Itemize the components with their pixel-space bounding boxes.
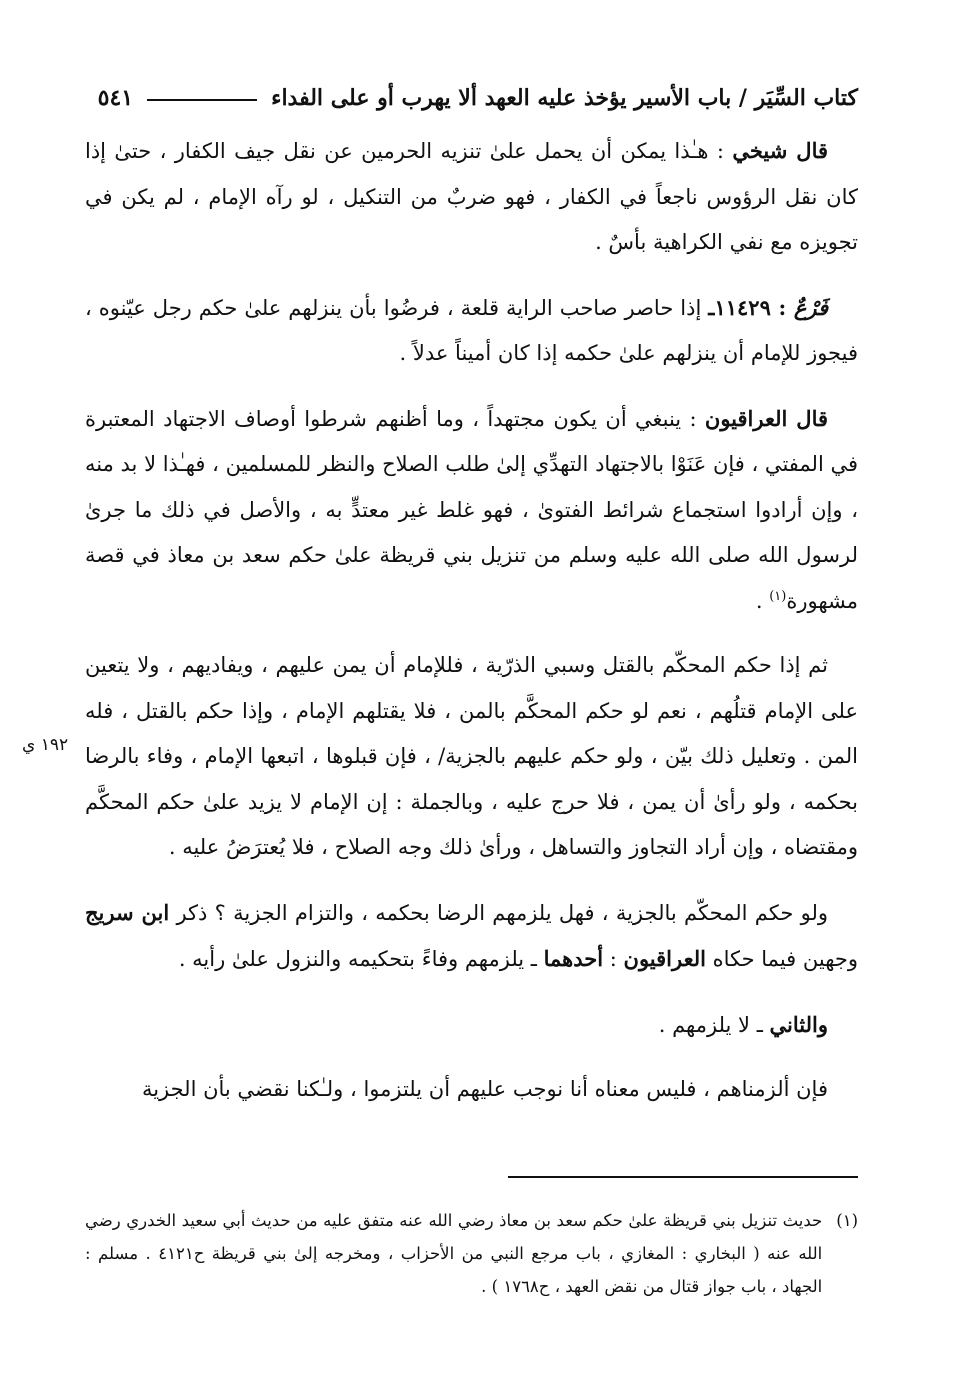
scholar-name: العراقيون (623, 946, 706, 971)
paragraph (85, 890, 858, 983)
paragraph-text: ـ لا يلزمهم . (658, 1012, 770, 1037)
paragraph (85, 285, 858, 377)
header-title: كتاب السِّيَر / باب الأسير يؤخذ عليه العهد ألا يهرب أو على الفداء (271, 85, 858, 111)
paragraph-text: : هـٰذا يمكن أن يحمل علىٰ تنزيه الحرمين عن نقل جيف الكفار ، حتىٰ إذا كان نقل الرؤوس ناجعاً في الكفار ، فهو ضربٌ من التنكيل ، لو رآه الإمام ، لم يكن في تجويزه مع نفي الكراهية بأسٌ . (85, 139, 858, 254)
main-text (85, 128, 858, 1132)
footnote-divider (508, 1176, 858, 1178)
footnote-marker: (١) (836, 1211, 858, 1230)
branch-label: فَرْعٌ (793, 294, 828, 320)
header-rule (147, 99, 257, 101)
footnote-text: حديث تنزيل بني قريظة علىٰ حكم سعد بن معاذ رضي الله عنه متفق عليه من حديث أبي سعيد الخدري رضي الله عنه ( البخاري : المغازي ، باب مرجع النبي من الأحزاب ، ومخرجه إلىٰ بني قريظة ح٤١٢١ . مسلم : الجهاد ، باب جواز قتال من نقض العهد ، ح١٧٦٨ ) . (85, 1211, 823, 1296)
scholar-name: ابن سريج (85, 899, 170, 925)
paragraph-text: إذا حاصر صاحب الراية قلعة ، فرضُوا بأن ينزلهم علىٰ حكم رجل عيّنوه ، فيجوز للإمام أن ينزلهم علىٰ حكمه إذا كان أميناً عدلاً . (85, 295, 858, 365)
running-header (95, 78, 858, 118)
speaker-label: قال العراقيون (704, 405, 829, 431)
paragraph (85, 1067, 858, 1113)
paragraph-text: ثم إذا حكم المحكّم بالقتل وسبي الذرّية ، فللإمام أن يمن عليهم ، ويفاديهم ، ولا يتعين على الإمام قتلُهم ، نعم لو حكم المحكَّم بالمن ، فلا يقتلهم الإمام ، وإذا حكم بالقتل ، فله المن . وتعليل ذلك بيّن ، ولو حكم عليهم بالجزية/ ، فإن قبلوها ، اتبعها الإمام ، وفاء بالرضا بحكمه ، ولو رأىٰ أن يمن ، فلا حرج عليه ، وبالجملة : إن الإمام لا يزيد علىٰ حكم المحكَّم ومقتضاه ، وإن أراد التجاوز والتساهل ، ورأىٰ ذلك وجه الصلاح ، فلا يُعترَضُ عليه . (85, 653, 858, 859)
paragraph-text: وجهين فيما حكاه (705, 947, 858, 971)
paragraph-text: : ينبغي أن يكون مجتهداً ، وما أظنهم شرطوا أوصاف الاجتهاد المعتبرة في المفتي ، فإن عَنَوْا بالاجتهاد التهدِّي إلىٰ طلب الصلاح والنظر للمسلمين ، فهـٰذا لا بد منه ، وإن أرادوا استجماع شرائط الفتوىٰ ، فهو غلط غير معتدٍّ به ، والأصل في ذلك ما جرىٰ لرسول الله صلى الله عليه وسلم من تنزيل بني قريظة علىٰ حكم سعد بن معاذ في قصة مشهورة (85, 406, 858, 613)
paragraph (85, 643, 858, 871)
paragraph-tail: . (755, 588, 770, 613)
page-number: ٥٤١ (97, 85, 134, 111)
paragraph (85, 128, 858, 266)
paragraph-text: ولو حكم المحكّم بالجزية ، فهل يلزمهم الرضا بحكمه ، والتزام الجزية ؟ ذكر (169, 900, 828, 925)
paragraph-text: : (603, 947, 624, 971)
footnote-ref[interactable]: (١) (769, 588, 787, 604)
paragraph-text: فإن ألزمناهم ، فليس معناه أنا نوجب عليهم أن يلتزموا ، ولـٰكنا نقضي بأن الجزية (141, 1077, 828, 1101)
opinion-label: والثاني (769, 1011, 828, 1037)
paragraph (85, 1002, 858, 1049)
margin-note: ١٩٢ ي (22, 735, 69, 755)
speaker-label: قال شيخي (732, 138, 829, 163)
paragraph-text: ـ يلزمهم وفاءً بتحكيمه والنزول علىٰ رأيه . (178, 947, 544, 971)
issue-number: : ١١٤٢٩ـ (708, 294, 794, 320)
footnote (85, 1204, 858, 1303)
opinion-label: أحدهما (543, 946, 604, 971)
paragraph (85, 396, 858, 625)
